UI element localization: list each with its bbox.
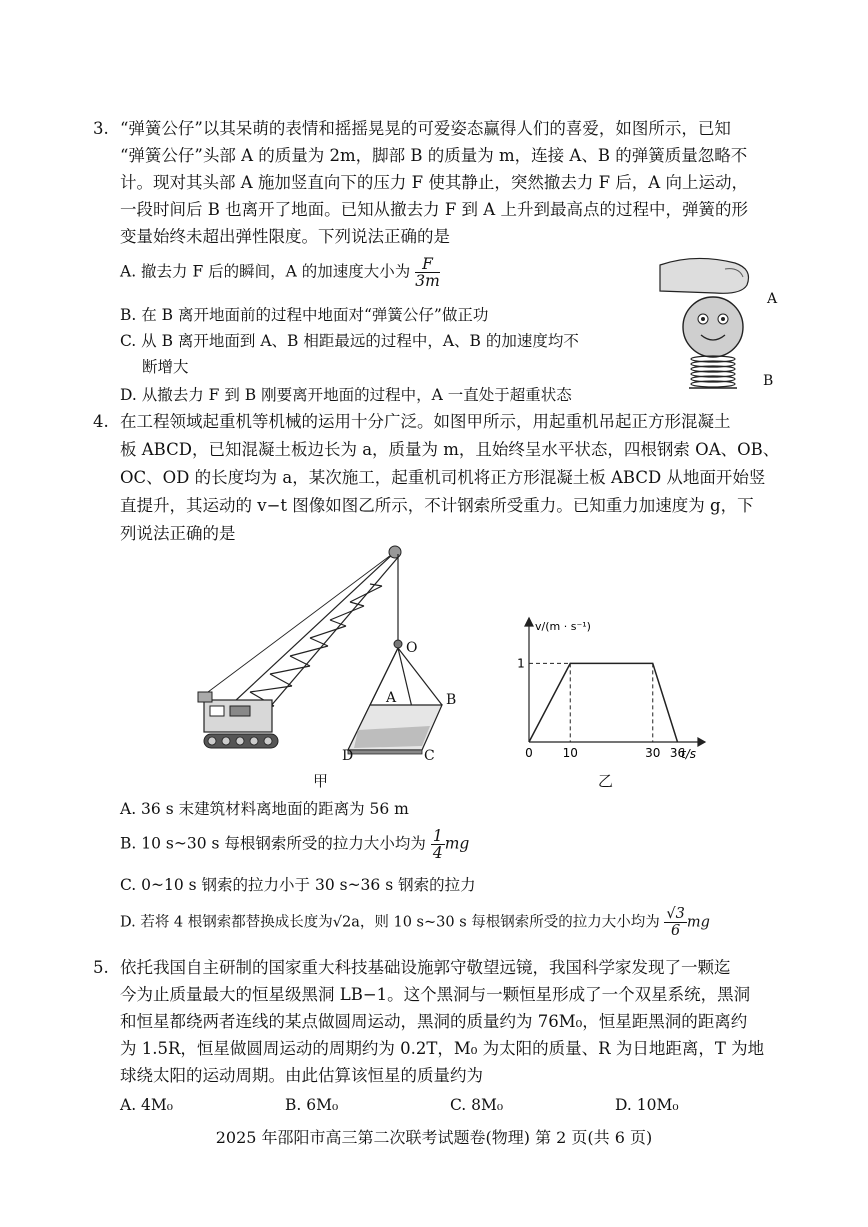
question-text-line: 依托我国自主研制的国家重大科技基础设施郭守敬望远镜，我国科学家发现了一颗迄 <box>120 958 731 977</box>
figure-caption-jia: 甲 <box>313 772 329 790</box>
option-b: B. 在 B 离开地面前的过程中地面对“弹簧公仔”做正功 <box>120 306 489 324</box>
option-d: D. 从撤去力 F 到 B 刚要离开地面的过程中，A 一直处于超重状态 <box>120 386 572 404</box>
q4-option-b: B. 10 s~30 s 每根钢索所受的拉力大小均为 $\frac{1}{4}$ mg <box>120 827 470 862</box>
x-tick-label: 30 <box>645 746 661 760</box>
label-d: D <box>342 748 354 764</box>
y-tick-label: 1 <box>517 656 525 671</box>
question-text-line: OC、OD 的长度均为 a，某次施工，起重机司机将正方形混凝土板 ABCD 从地面开始竖 <box>120 468 766 487</box>
x-tick-label: 36 <box>669 746 686 760</box>
question-number: 3. <box>93 119 109 138</box>
option-c-continued: 断增大 <box>142 358 189 376</box>
q5-option-a: A. 4M₀ <box>120 1096 173 1114</box>
question-text-line: 在工程领域起重机等机械的运用十分广泛。如图甲所示，用起重机吊起正方形混凝土 <box>120 412 731 431</box>
crane-figure <box>190 540 470 770</box>
question-text-line: 一段时间后 B 也离开了地面。已知从撤去力 F 到 A 上升到最高点的过程中，弹簧的形 <box>120 200 748 219</box>
x-axis-arrow <box>698 738 705 746</box>
x-tick-label: 0 <box>525 746 533 760</box>
label-b: B <box>446 692 457 708</box>
q4-option-d: D. 若将 4 根钢索都替换成长度为√2a，则 10 s~30 s 每根钢索所受的拉力大小均为 $\frac{√3}{6}$ mg <box>120 906 710 939</box>
question-number: 5. <box>93 958 109 977</box>
label-a: A <box>767 291 778 307</box>
q4-option-c: C. 0~10 s 钢索的拉力小于 30 s~36 s 钢索的拉力 <box>120 876 476 894</box>
option-a: A. 撤去力 F 后的瞬间，A 的加速度大小为 $\frac{F}{3m}$ <box>120 255 440 290</box>
question-text-line: 直提升，其运动的 v−t 图像如图乙所示，不计钢索所受重力。已知重力加速度为 g，下 <box>120 496 754 515</box>
question-text-line: 和恒星都绕两者连线的某点做圆周运动，黑洞的质量约为 76M₀，恒星距黑洞的距离约 <box>120 1012 748 1031</box>
q4-option-a: A. 36 s 末建筑材料离地面的距离为 56 m <box>120 800 409 818</box>
question-text-line: 球绕太阳的运动周期。由此估算该恒星的质量约为 <box>120 1066 483 1085</box>
label-c: C <box>424 748 435 764</box>
page-footer: 2025 年邵阳市高三第二次联考试题卷(物理) 第 2 页(共 6 页) <box>215 1128 653 1147</box>
question-number: 4. <box>93 412 109 431</box>
q5-option-b: B. 6M₀ <box>285 1096 339 1114</box>
figure-caption-yi: 乙 <box>598 772 614 790</box>
question-text-line: 今为止质量最大的恒星级黑洞 LB−1。这个黑洞与一颗恒星形成了一个双星系统，黑洞 <box>120 985 751 1004</box>
fraction: $\frac{1}{4}$ <box>432 827 443 862</box>
question-text-line: 板 ABCD，已知混凝土板边长为 a，质量为 m，且始终呈水平状态，四根钢索 OA、OB、 <box>120 440 780 459</box>
label-b: B <box>763 373 774 389</box>
spring-toy-figure <box>655 255 785 395</box>
question-4 <box>0 409 868 549</box>
y-axis-arrow <box>525 618 533 626</box>
label-a: A <box>386 690 397 706</box>
question-text-line: “弹簧公仔”头部 A 的质量为 2m，脚部 B 的质量为 m，连接 A、B 的弹簧质量忽略不 <box>120 146 748 165</box>
question-text-line: 变量始终未超出弹性限度。下列说法正确的是 <box>120 227 450 246</box>
option-c: C. 从 B 离开地面到 A、B 相距最远的过程中，A、B 的加速度均不 <box>120 332 579 350</box>
fraction: $\frac{√3}{6}$ <box>666 906 685 939</box>
y-axis-label: v/(m · s⁻¹) <box>535 620 591 633</box>
label-o: O <box>406 640 418 656</box>
fraction: $\frac{F}{3m}$ <box>415 255 440 290</box>
velocity-series-line <box>529 663 678 742</box>
q5-option-c: C. 8M₀ <box>450 1096 504 1114</box>
question-5 <box>0 955 868 1125</box>
question-text-line: 为 1.5R，恒星做圆周运动的周期约为 0.2T，M₀ 为太阳的质量、R 为日地距离，T 为地 <box>120 1039 765 1058</box>
question-text-line: 计。现对其头部 A 施加竖直向下的压力 F 使其静止，突然撤去力 F 后，A 向上运动， <box>120 173 748 192</box>
x-tick-label: 10 <box>562 746 578 760</box>
x-axis-label: t/s <box>681 747 696 761</box>
vt-chart <box>505 612 715 762</box>
q5-option-d: D. 10M₀ <box>615 1096 679 1114</box>
question-text-line: “弹簧公仔”以其呆萌的表情和摇摇晃晃的可爱姿态赢得人们的喜爱，如图所示，已知 <box>120 119 731 138</box>
question-text-line: 列说法正确的是 <box>120 524 236 543</box>
